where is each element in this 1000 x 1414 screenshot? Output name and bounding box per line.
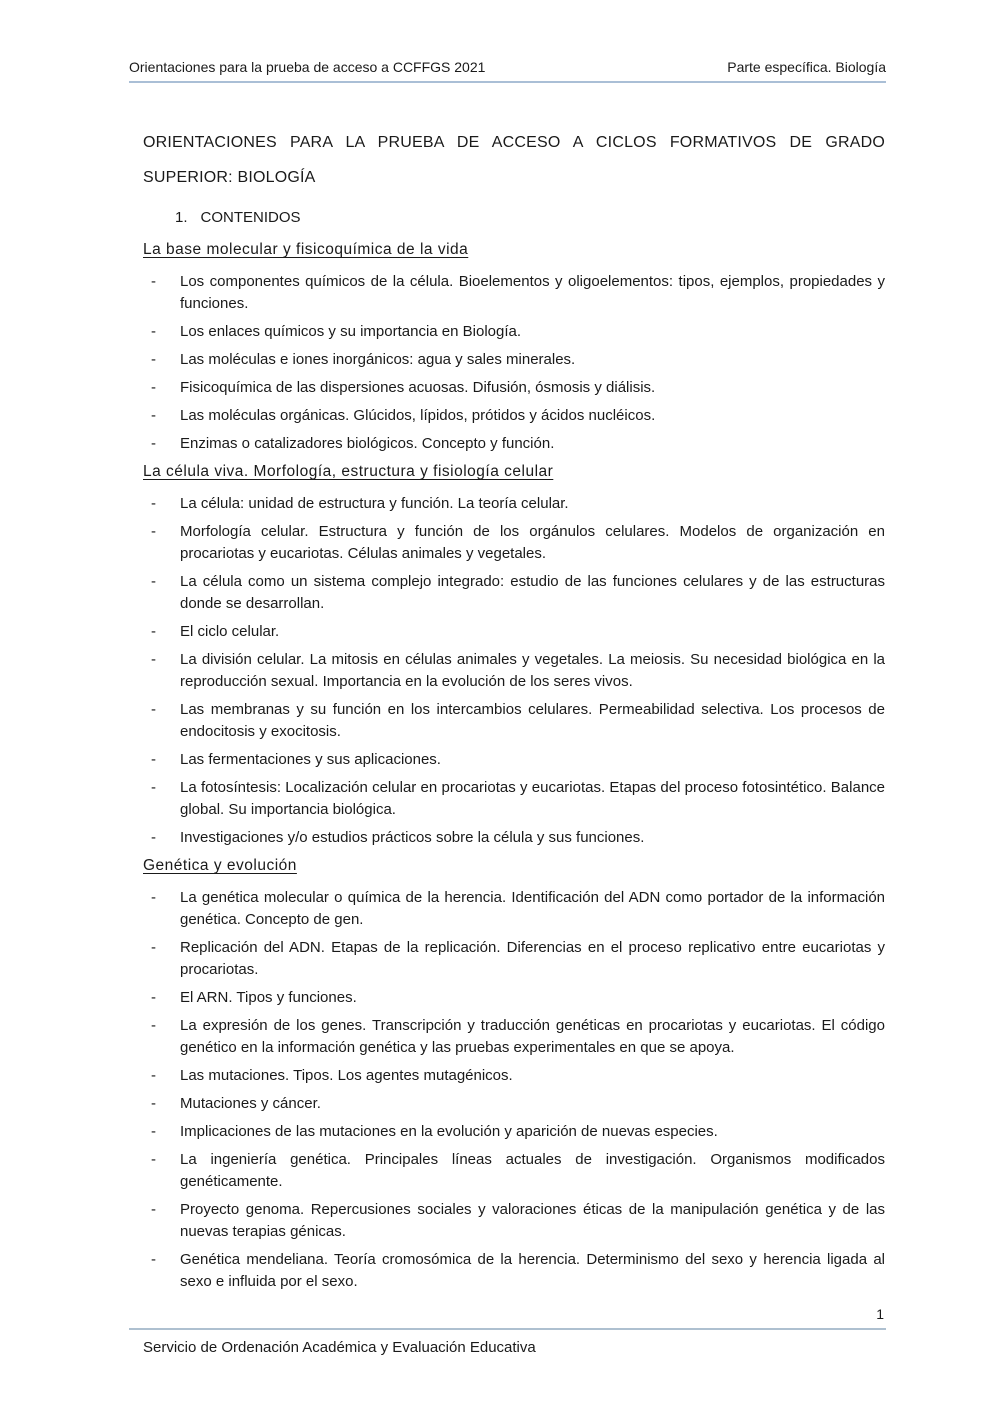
header-right-text: Parte específica. Biología xyxy=(727,59,886,75)
footer-text: Servicio de Ordenación Académica y Evaluación Educativa xyxy=(143,1339,536,1356)
bullet-dash: - xyxy=(151,495,156,512)
bullet-dash: - xyxy=(151,573,156,590)
bullet-dash: - xyxy=(151,1095,156,1112)
list-item-text: Las mutaciones. Tipos. Los agentes mutagénicos. xyxy=(180,1067,513,1084)
list-item-text: Las moléculas orgánicas. Glúcidos, lípidos, prótidos y ácidos nucléicos. xyxy=(180,407,656,424)
list-item xyxy=(143,649,885,693)
section-heading-2: La célula viva. Morfología, estructura y fisiología celular xyxy=(143,463,554,480)
list-item-text: Implicaciones de las mutaciones en la evolución y aparición de nuevas especies. xyxy=(180,1123,718,1140)
list-item xyxy=(143,1015,885,1059)
list-item-text: La célula: unidad de estructura y función. La teoría celular. xyxy=(180,495,569,512)
list-item-text: La célula como un sistema complejo integrado: estudio de las funciones celulares y de las estructuras donde se desarrollan. xyxy=(180,573,885,612)
list-item-text: El ARN. Tipos y funciones. xyxy=(180,989,357,1006)
page-number: 1 xyxy=(876,1306,884,1322)
bullet-dash: - xyxy=(151,1067,156,1084)
list-item-text: La división celular. La mitosis en células animales y vegetales. La meiosis. Su necesidad biológica en la reproducción sexual. Importancia en la evolución de los seres vivos. xyxy=(180,651,885,690)
toc-label: CONTENIDOS xyxy=(200,209,301,226)
bullet-dash: - xyxy=(151,1251,156,1268)
list-item-text: La expresión de los genes. Transcripción y traducción genéticas en procariotas y eucariotas. El código genético en la información genética y las pruebas experimentales en que se apoya. xyxy=(180,1017,885,1056)
list-item xyxy=(143,377,885,399)
list-item xyxy=(143,1249,885,1293)
list-item xyxy=(143,405,885,427)
list-item-text: Investigaciones y/o estudios prácticos sobre la célula y sus funciones. xyxy=(180,829,645,846)
bullet-dash: - xyxy=(151,523,156,540)
bullet-dash: - xyxy=(151,829,156,846)
bullet-dash: - xyxy=(151,939,156,956)
list-item-text: Genética mendeliana. Teoría cromosómica de la herencia. Determinismo del sexo y herencia ligada al sexo e influida por el sexo. xyxy=(180,1251,885,1290)
bullet-dash: - xyxy=(151,1017,156,1034)
list-item-text: Los enlaces químicos y su importancia en Biología. xyxy=(180,323,522,340)
list-item xyxy=(143,1199,885,1243)
list-item-text: El ciclo celular. xyxy=(180,623,280,640)
list-item xyxy=(143,777,885,821)
toc-number: 1. xyxy=(175,209,188,226)
bullet-dash: - xyxy=(151,273,156,290)
bullet-dash: - xyxy=(151,1201,156,1218)
list-item xyxy=(143,1065,885,1087)
list-item-text: Las fermentaciones y sus aplicaciones. xyxy=(180,751,441,768)
list-item xyxy=(143,887,885,931)
bullet-dash: - xyxy=(151,889,156,906)
list-item xyxy=(143,987,885,1009)
list-item xyxy=(143,1121,885,1143)
list-item-text: Proyecto genoma. Repercusiones sociales y valoraciones éticas de la manipulación genética y de las nuevas terapias génicas. xyxy=(180,1201,885,1240)
bullet-dash: - xyxy=(151,751,156,768)
list-item xyxy=(143,349,885,371)
header-left-text: Orientaciones para la prueba de acceso a CCFFGS 2021 xyxy=(129,59,486,75)
bullet-list-2 xyxy=(143,493,885,849)
bullet-dash: - xyxy=(151,1151,156,1168)
bullet-dash: - xyxy=(151,989,156,1006)
list-item xyxy=(143,621,885,643)
document-title: ORIENTACIONES PARA LA PRUEBA DE ACCESO A CICLOS FORMATIVOS DE GRADO SUPERIOR: BIOLOGÍA xyxy=(143,134,885,186)
bullet-dash: - xyxy=(151,379,156,396)
list-item xyxy=(143,827,885,849)
list-item-text: La genética molecular o química de la herencia. Identificación del ADN como portador de la información genética. Concepto de gen. xyxy=(180,889,885,928)
section-heading-3: Genética y evolución xyxy=(143,857,297,874)
bullet-dash: - xyxy=(151,1123,156,1140)
list-item xyxy=(143,1093,885,1115)
list-item-text: Fisicoquímica de las dispersiones acuosas. Difusión, ósmosis y diálisis. xyxy=(180,379,656,396)
list-item-text: Replicación del ADN. Etapas de la replicación. Diferencias en el proceso replicativo entre eucariotas y procariotas. xyxy=(180,939,885,978)
bullet-dash: - xyxy=(151,407,156,424)
document-body xyxy=(143,125,885,1299)
bullet-list-1 xyxy=(143,271,885,455)
list-item xyxy=(143,749,885,771)
list-item xyxy=(143,699,885,743)
list-item xyxy=(143,521,885,565)
bullet-dash: - xyxy=(151,351,156,368)
list-item-text: Los componentes químicos de la célula. Bioelementos y oligoelementos: tipos, ejemplos, propiedades y funciones. xyxy=(180,273,885,312)
list-item-text: Mutaciones y cáncer. xyxy=(180,1095,321,1112)
list-item-text: La fotosíntesis: Localización celular en procariotas y eucariotas. Etapas del proceso fotosintético. Balance global. Su importancia biológica. xyxy=(180,779,885,818)
list-item xyxy=(143,937,885,981)
list-item-text: Enzimas o catalizadores biológicos. Concepto y función. xyxy=(180,435,555,452)
list-item-text: Las moléculas e iones inorgánicos: agua y sales minerales. xyxy=(180,351,576,368)
bullet-dash: - xyxy=(151,651,156,668)
list-item-text: Las membranas y su función en los intercambios celulares. Permeabilidad selectiva. Los procesos de endocitosis y exocitosis. xyxy=(180,701,885,740)
bullet-dash: - xyxy=(151,435,156,452)
list-item xyxy=(143,1149,885,1193)
document-header xyxy=(129,59,886,83)
bullet-dash: - xyxy=(151,701,156,718)
bullet-list-3 xyxy=(143,887,885,1293)
bullet-dash: - xyxy=(151,323,156,340)
list-item xyxy=(143,571,885,615)
list-item-text: La ingeniería genética. Principales líneas actuales de investigación. Organismos modificados genéticamente. xyxy=(180,1151,885,1190)
list-item xyxy=(143,493,885,515)
section-heading-1: La base molecular y fisicoquímica de la vida xyxy=(143,241,469,258)
toc-entry xyxy=(143,207,885,229)
bullet-dash: - xyxy=(151,623,156,640)
list-item-text: Morfología celular. Estructura y función de los orgánulos celulares. Modelos de organización en procariotas y eucariotas. Células animales y vegetales. xyxy=(180,523,885,562)
footer-rule xyxy=(129,1328,886,1330)
page-footer xyxy=(129,1302,886,1357)
list-item xyxy=(143,321,885,343)
list-item xyxy=(143,271,885,315)
list-item xyxy=(143,433,885,455)
bullet-dash: - xyxy=(151,779,156,796)
